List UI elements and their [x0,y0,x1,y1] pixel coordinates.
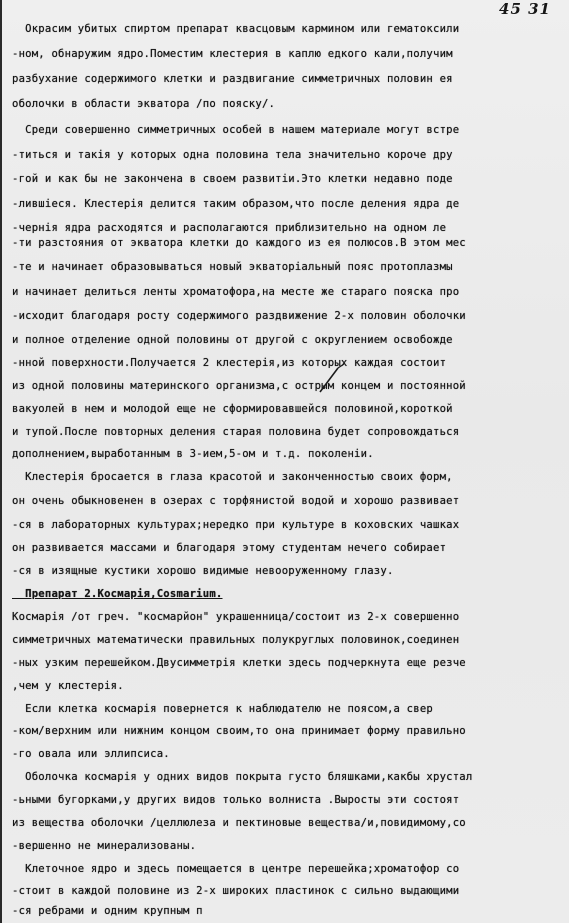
text-line-3: разбухание содержимого клетки и раздвигание симметричных половин ея [12,73,453,85]
text-line-36: -вершенно не минерализованы. [12,840,197,852]
text-line-2: -ном, обнаружим ядро.Поместим клестерия в каплю едкого кали,получим [12,48,453,60]
text-line-38: -стоит в каждой половине из 2-х широких пластинок с сильно выдающими [12,885,460,897]
text-line-4: оболочки в области экватора /по пояску/. [12,98,276,110]
text-line-13: -исходит благодаря росту содержимого раздвижение 2-х половин оболочки [12,310,466,322]
section-heading: Препарат 2.Космарія,Cosmarium. [12,588,223,600]
text-line-23: он развивается массами и благодаря этому студентам нечего собирает [12,542,447,554]
text-line-6: -титься и такія у которых одна половина тела значительно короче дру [12,149,453,161]
text-line-31: -ком/верхним или нижним концом своим,то она принимает форму правильно [12,725,466,737]
text-line-22: -ся в лабораторных культурах;нередко при культуре в коховских чашках [12,519,460,531]
text-line-34: -ьными бугорками,у других видов только волниста .Выросты эти состоят [12,794,460,806]
text-line-8: -лившіеся. Клестерія делится таким образом,что после деления ядра де [12,198,460,210]
page-number: 45 31 [499,0,551,18]
text-line-18: и тупой.После повторных деления старая половина будет сопровождаться [12,426,460,438]
text-line-28: -ных узким перешейком.Двусимметрія клетки здесь подчеркнута еще резче [12,657,466,669]
text-line-27: симметричных математически правильных полукруглых половинок,соединен [12,634,460,646]
text-line-12: и начинает делиться ленты хроматофора,на месте же стараго пояска про [12,286,460,298]
text-line-37: Клеточное ядро и здесь помещается в центре перешейка;хроматофор со [12,863,460,875]
text-line-19: дополнением,выработанным в 3-ием,5-ом и т.д. поколеніи. [12,448,374,460]
text-line-11: -те и начинает образовываться новый экваторіальный пояс протоплазмы [12,261,453,273]
text-line-20: Клестерія бросается в глаза красотой и законченностью своих форм, [12,471,453,483]
text-line-24: -ся в изящные кустики хорошо видимые невооруженному глазу. [12,565,394,577]
text-line-33: Оболочка космарія у одних видов покрыта густо бляшками,какбы хрустал [12,771,473,783]
text-line-30: Если клетка космарія повернется к наблюдателю не поясом,а свер [12,703,433,715]
text-line-16: из одной половины материнского организма,с острым концем и постоянной [12,380,466,392]
text-line-29: ,чем у клестерія. [12,680,124,692]
text-line-7: -гой и как бы не закончена в своем развитіи.Это клетки недавно поде [12,173,453,185]
text-line-17: вакуолей в нем и молодой еще не сформировавшейся половиной,короткой [12,403,453,415]
text-line-10: -ти разстояния от экватора клетки до каждого из ея полюсов.В этом мес [12,237,466,249]
text-line-14: и полное отделение одной половины от другой с округлением освобожде [12,334,453,346]
text-line-32: -го овала или эллипсиса. [12,748,170,760]
text-line-9: -чернія ядра расходятся и располагаются приблизительно на одном ле [12,222,447,234]
text-line-5: Среди совершенно симметричных особей в нашем материале могут встрe [12,124,460,136]
text-line-21: он очень обыкновенен в озерах с торфянистой водой и хорошо развивает [12,495,460,507]
text-line-1: Окрасим убитых спиртом препарат квасцовым кармином или гематоксили [12,23,460,35]
text-line-35: из вещества оболочки /целлюлеза и пектиновые вещества/и,повидимому,со [12,817,466,829]
text-line-26: Космарія /от греч. "космарйон" украшенница/состоит из 2-х совершенно [12,611,460,623]
text-line-15: -нной поверхности.Получается 2 клестерія,из которых каждая состоит [12,357,447,369]
text-line-39: -ся ребрами и одним крупным п [12,905,203,917]
